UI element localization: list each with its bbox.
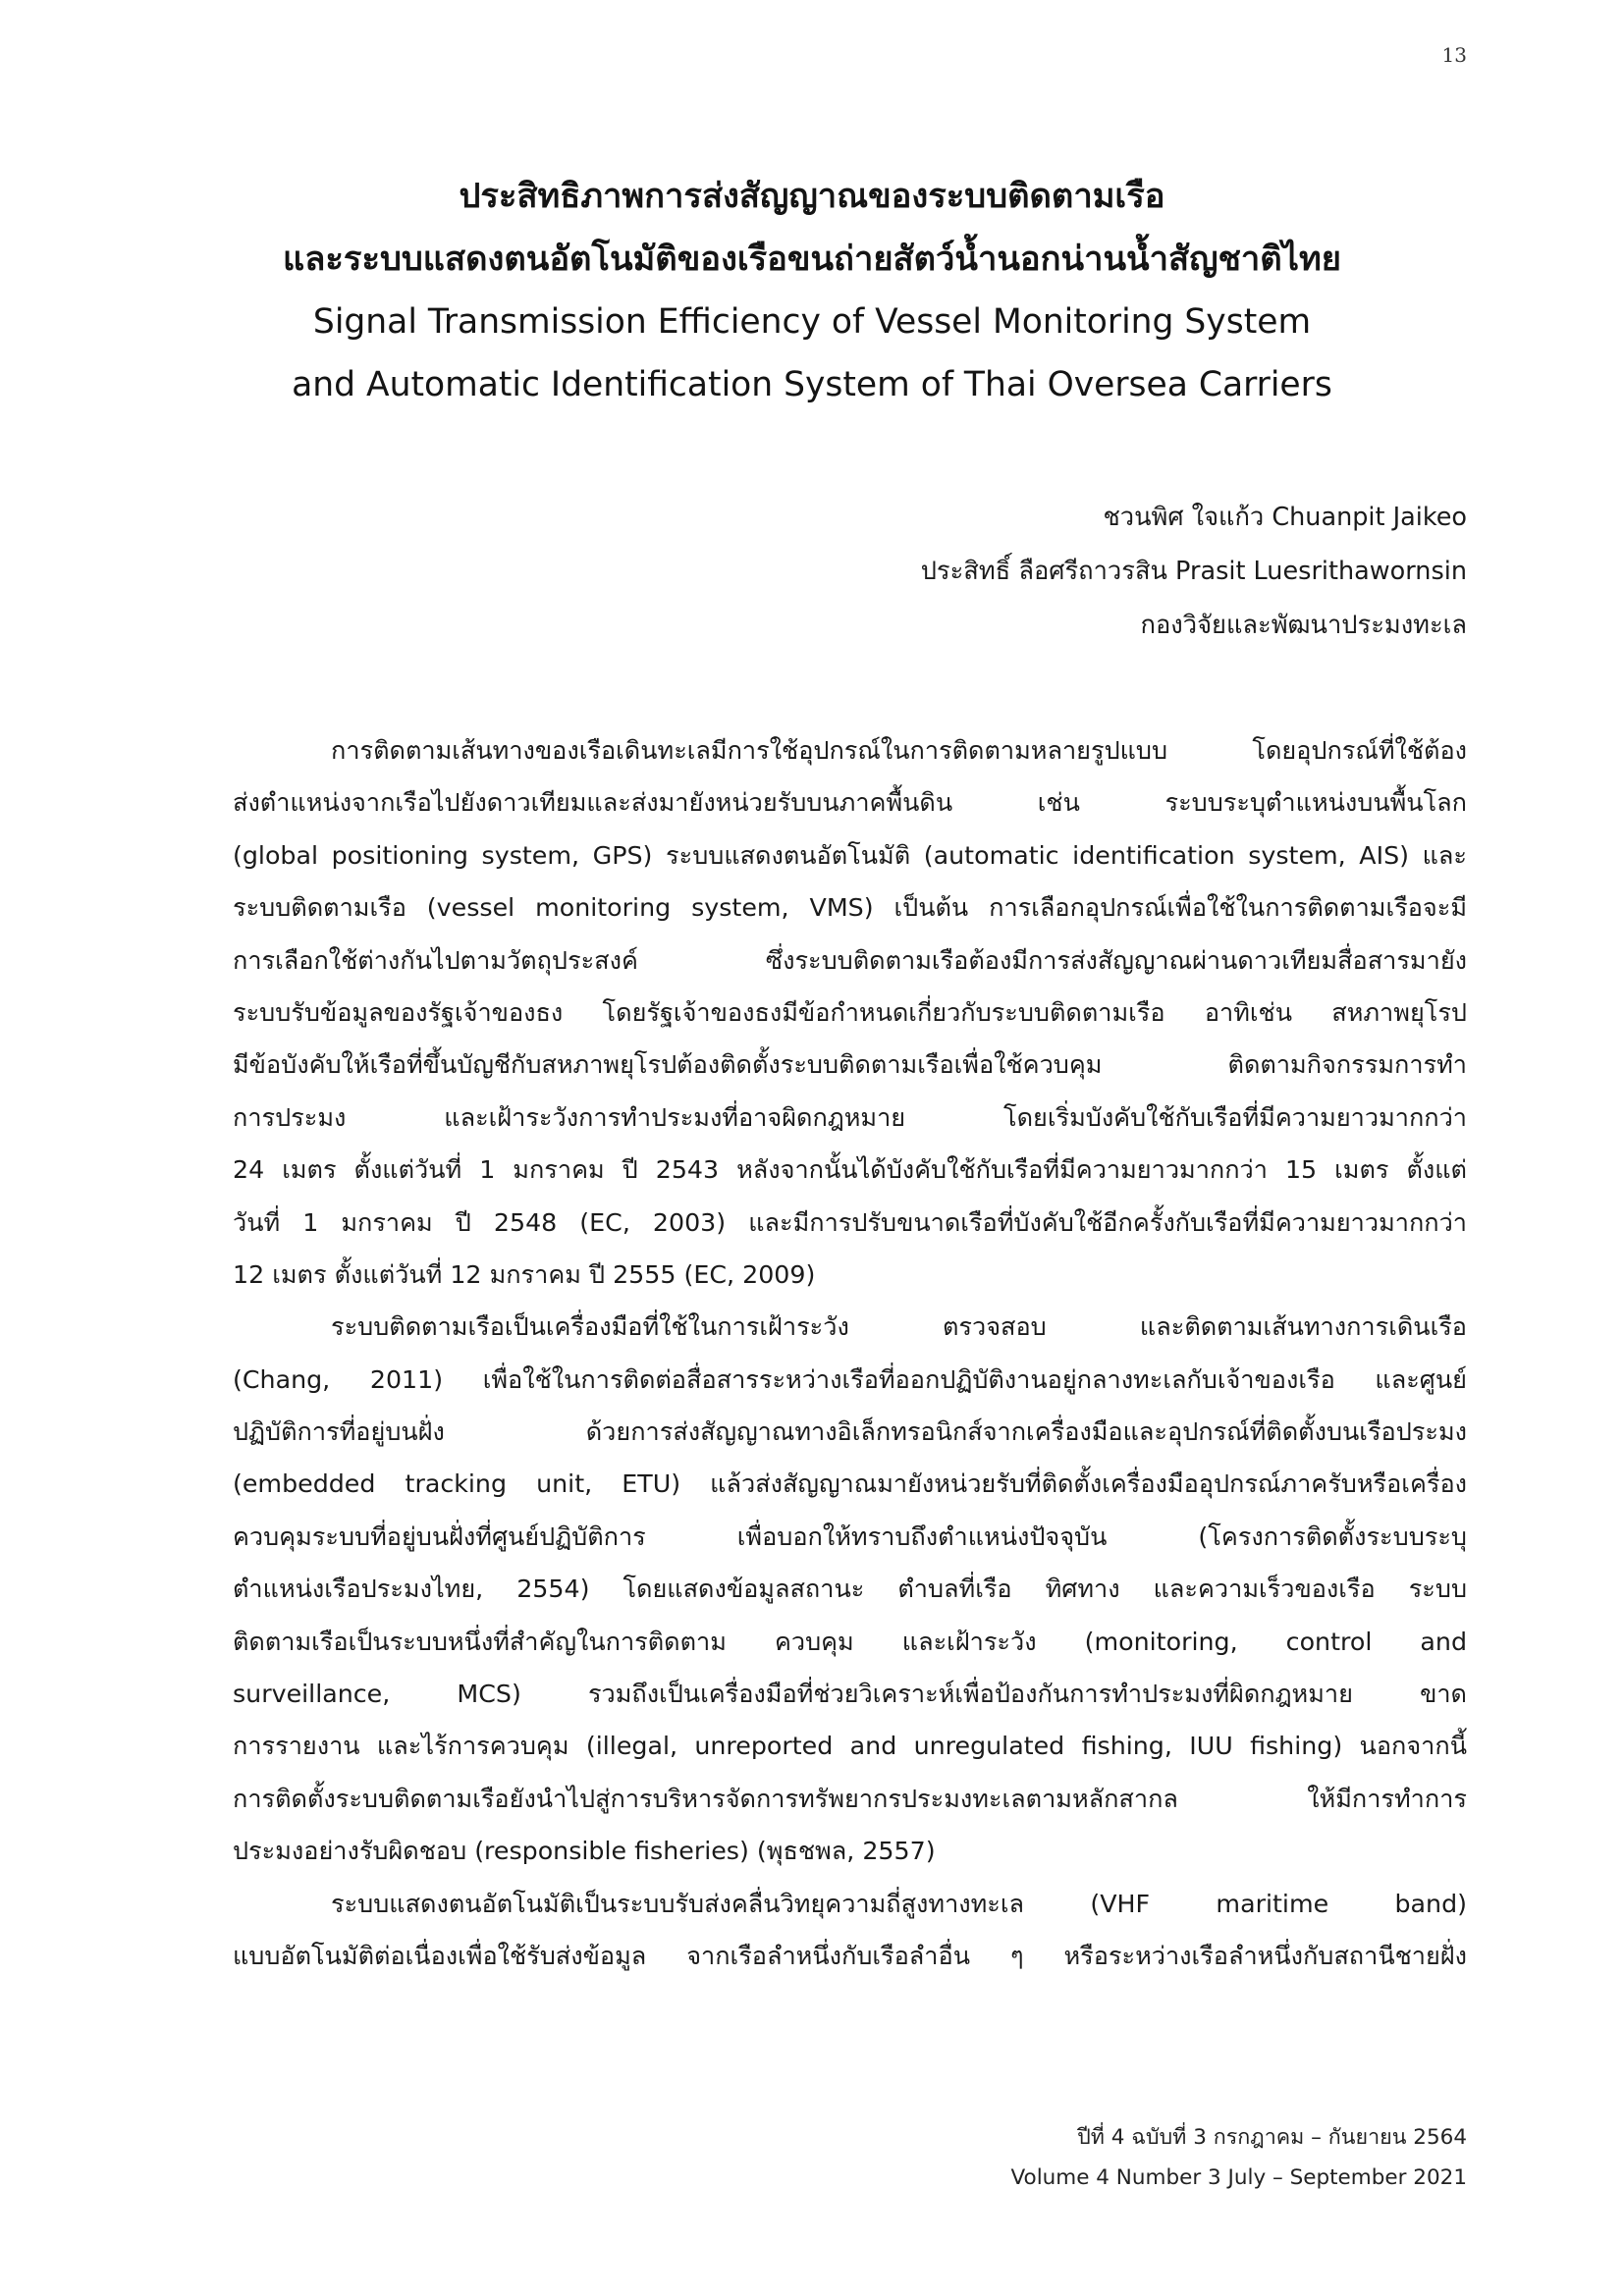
paragraph-line: การติดตั้งระบบติดตามเรือยังนำไปสู่การบริหารจัดการทรัพยากรประมงทะเลตามหลักสากล ให้มีการทำการ — [233, 1784, 1467, 1813]
paragraph-line: 24 เมตร ตั้งแต่วันที่ 1 มกราคม ปี 2543 หลังจากนั้นได้บังคับใช้กับเรือที่มีความยาวมากกว่า 15 เมตร ตั้งแต่ — [233, 1155, 1467, 1185]
title-thai-line-2: และระบบแสดงตนอัตโนมัติของเรือขนถ่ายสัตว์น้ำนอกน่านน้ำสัญชาติไทย — [283, 240, 1341, 279]
paragraph-line: ปฏิบัติการที่อยู่บนฝั่ง ด้วยการส่งสัญญาณทางอิเล็กทรอนิกส์จากเครื่องมือและอุปกรณ์ที่ติดตั้งบนเรือประมง — [233, 1417, 1467, 1447]
paragraph-1 — [233, 724, 1467, 1301]
paragraph-line: แบบอัตโนมัติต่อเนื่องเพื่อใช้รับส่งข้อมูล จากเรือลำหนึ่งกับเรือลำอื่น ๆ หรือระหว่างเรือลำหนึ่งกับสถานีชายฝั่ง — [233, 1941, 1467, 1970]
article-title — [0, 165, 1624, 416]
paragraph-line: ระบบรับข้อมูลของรัฐเจ้าของธง โดยรัฐเจ้าของธงมีข้อกำหนดเกี่ยวกับระบบติดตามเรือ อาทิเช่น สหภาพยุโรป — [233, 997, 1467, 1027]
paragraph-line: การเลือกใช้ต่างกันไปตามวัตถุประสงค์ ซึ่งระบบติดตามเรือต้องมีการส่งสัญญาณผ่านดาวเทียมสื่อสารมายัง — [233, 945, 1467, 975]
journal-issue-footer — [1011, 2117, 1468, 2198]
page-number: 13 — [1441, 43, 1467, 67]
paragraph-line: ควบคุมระบบที่อยู่บนฝั่งที่ศูนย์ปฏิบัติการ เพื่อบอกให้ทราบถึงตำแหน่งปัจจุบัน (โครงการติดตั้งระบบระบุ — [233, 1522, 1467, 1551]
paragraph-line: วันที่ 1 มกราคม ปี 2548 (EC, 2003) และมีการปรับขนาดเรือที่บังคับใช้อีกครั้งกับเรือที่มีความยาวมากกว่า — [233, 1207, 1467, 1237]
paragraph-line: (Chang, 2011) เพื่อใช้ในการติดต่อสื่อสารระหว่างเรือที่ออกปฏิบัติงานอยู่กลางทะเลกับเจ้าของเรือ และศูนย์ — [233, 1364, 1467, 1394]
paragraph-line: ติดตามเรือเป็นระบบหนึ่งที่สำคัญในการติดตาม ควบคุม และเฝ้าระวัง (monitoring, control and — [233, 1627, 1467, 1656]
paragraph-line: การติดตามเส้นทางของเรือเดินทะเลมีการใช้อุปกรณ์ในการติดตามหลายรูปแบบ โดยอุปกรณ์ที่ใช้ต้อง — [331, 736, 1467, 765]
paragraph-line: surveillance, MCS) รวมถึงเป็นเครื่องมือที่ช่วยวิเคราะห์เพื่อป้องกันการทำประมงที่ผิดกฎหมาย ขาด — [233, 1680, 1467, 1709]
paragraph-2 — [233, 1301, 1467, 1877]
footer-thai-issue: ปีที่ 4 ฉบับที่ 3 กรกฎาคม – กันยายน 2564 — [1077, 2125, 1467, 2150]
paragraph-line: (embedded tracking unit, ETU) แล้วส่งสัญญาณมายังหน่วยรับที่ติดตั้งเครื่องมืออุปกรณ์ภาครับหรือเครื่อง — [233, 1469, 1467, 1499]
paragraph-line: การรายงาน และไร้การควบคุม (illegal, unreported and unregulated fishing, IUU fishing) นอกจากนี้ — [233, 1732, 1467, 1761]
paragraph-line: ประมงอย่างรับผิดชอบ (responsible fisheries) (พุธชพล, 2557) — [233, 1837, 936, 1866]
affiliation: กองวิจัยและพัฒนาประมงทะเล — [1140, 611, 1467, 640]
paragraph-line: ระบบติดตามเรือเป็นเครื่องมือที่ใช้ในการเฝ้าระวัง ตรวจสอบ และติดตามเส้นทางการเดินเรือ — [331, 1312, 1467, 1342]
paragraph-line: ระบบติดตามเรือ (vessel monitoring system, VMS) เป็นต้น การเลือกอุปกรณ์เพื่อใช้ในการติดตามเรือจะมี — [233, 893, 1467, 923]
title-english-line-2: and Automatic Identification System of Thai Oversea Carriers — [292, 365, 1332, 404]
author-2: ประสิทธิ์ ลือศรีถาวรสิน Prasit Luesrithawornsin — [920, 557, 1467, 586]
article-body — [233, 724, 1467, 1982]
paragraph-3 — [233, 1878, 1467, 1983]
paragraph-line: (global positioning system, GPS) ระบบแสดงตนอัตโนมัติ (automatic identification system, AIS) และ — [233, 840, 1467, 870]
author-block — [921, 491, 1467, 653]
paragraph-line: ตำแหน่งเรือประมงไทย, 2554) โดยแสดงข้อมูลสถานะ ตำบลที่เรือ ทิศทาง และความเร็วของเรือ ระบบ — [233, 1575, 1467, 1604]
paragraph-line: มีข้อบังคับให้เรือที่ขึ้นบัญชีกับสหภาพยุโรปต้องติดตั้งระบบติดตามเรือเพื่อใช้ควบคุม ติดตามกิจกรรมการทำ — [233, 1050, 1467, 1080]
paragraph-line: การประมง และเฝ้าระวังการทำประมงที่อาจผิดกฎหมาย โดยเริ่มบังคับใช้กับเรือที่มีความยาวมากกว่า — [233, 1102, 1467, 1132]
author-1: ชวนพิศ ใจแก้ว Chuanpit Jaikeo — [1103, 503, 1467, 532]
footer-english-issue: Volume 4 Number 3 July – September 2021 — [1010, 2165, 1467, 2190]
paragraph-line: ส่งตำแหน่งจากเรือไปยังดาวเทียมและส่งมายังหน่วยรับบนภาคพื้นดิน เช่น ระบบระบุตำแหน่งบนพื้นโลก — [233, 788, 1467, 818]
paragraph-line: 12 เมตร ตั้งแต่วันที่ 12 มกราคม ปี 2555 (EC, 2009) — [233, 1259, 816, 1289]
title-english-line-1: Signal Transmission Efficiency of Vessel Monitoring System — [312, 302, 1312, 342]
paragraph-line: ระบบแสดงตนอัตโนมัติเป็นระบบรับส่งคลื่นวิทยุความถี่สูงทางทะเล (VHF maritime band) — [331, 1889, 1467, 1918]
title-thai-line-1: ประสิทธิภาพการส่งสัญญาณของระบบติดตามเรือ — [459, 177, 1165, 216]
